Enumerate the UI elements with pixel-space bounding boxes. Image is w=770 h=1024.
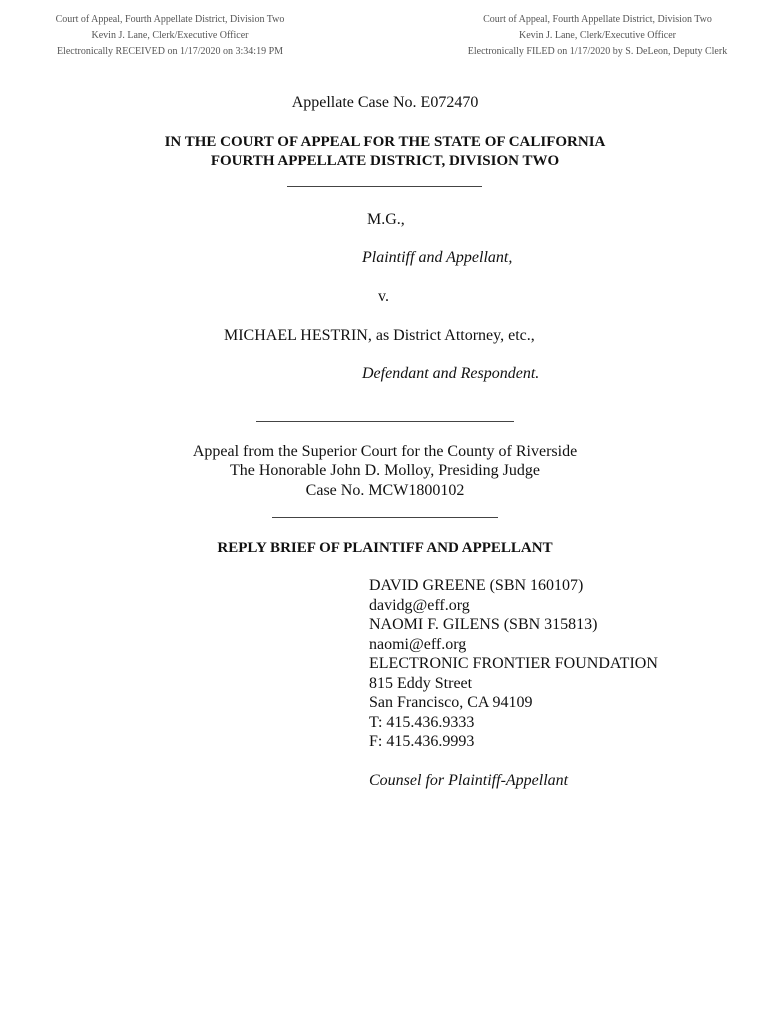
brief-title: REPLY BRIEF OF PLAINTIFF AND APPELLANT — [217, 540, 553, 556]
counsel-block — [369, 576, 658, 791]
court-name-line1: IN THE COURT OF APPEAL FOR THE STATE OF CALIFORNIA — [164, 134, 606, 150]
appeal-court: Appeal from the Superior Court for the County of Riverside — [192, 443, 578, 460]
filed-stamp — [455, 12, 740, 60]
stamp-line: Electronically FILED on 1/17/2020 by S. DeLeon, Deputy Clerk — [467, 46, 728, 57]
case-number: Appellate Case No. E072470 — [291, 94, 479, 111]
defendant-name: MICHAEL HESTRIN, as District Attorney, etc., — [224, 327, 535, 344]
trial-case-number: Case No. MCW1800102 — [305, 482, 465, 499]
counsel-email: naomi@eff.org — [369, 635, 467, 653]
plaintiff-name: M.G., — [367, 211, 405, 228]
divider — [272, 517, 498, 518]
plaintiff-role: Plaintiff and Appellant, — [362, 249, 513, 266]
divider — [256, 421, 514, 422]
counsel-email: davidg@eff.org — [369, 596, 470, 614]
stamp-line: Court of Appeal, Fourth Appellate District, Division Two — [483, 14, 712, 25]
divider — [287, 186, 482, 187]
counsel-address: 815 Eddy Street — [369, 674, 473, 692]
counsel-phone: T: 415.436.9333 — [369, 713, 475, 731]
counsel-line: DAVID GREENE (SBN 160107) — [369, 577, 584, 594]
stamp-line: Kevin J. Lane, Clerk/Executive Officer — [91, 30, 249, 41]
counsel-role: Counsel for Plaintiff-Appellant — [369, 772, 569, 789]
counsel-line: NAOMI F. GILENS (SBN 315813) — [369, 616, 598, 633]
counsel-address: San Francisco, CA 94109 — [369, 694, 533, 711]
counsel-fax: F: 415.436.9993 — [369, 733, 475, 750]
stamp-line: Court of Appeal, Fourth Appellate District, Division Two — [55, 14, 285, 25]
stamp-line: Kevin J. Lane, Clerk/Executive Officer — [519, 30, 676, 41]
presiding-judge: The Honorable John D. Molloy, Presiding Judge — [229, 462, 541, 479]
received-stamp — [40, 12, 300, 60]
versus: v. — [378, 288, 389, 305]
counsel-organization: ELECTRONIC FRONTIER FOUNDATION — [369, 655, 658, 672]
stamp-line: Electronically RECEIVED on 1/17/2020 on 3:34:19 PM — [56, 46, 284, 57]
defendant-role: Defendant and Respondent. — [362, 365, 540, 382]
court-name-line2: FOURTH APPELLATE DISTRICT, DIVISION TWO — [210, 153, 560, 169]
